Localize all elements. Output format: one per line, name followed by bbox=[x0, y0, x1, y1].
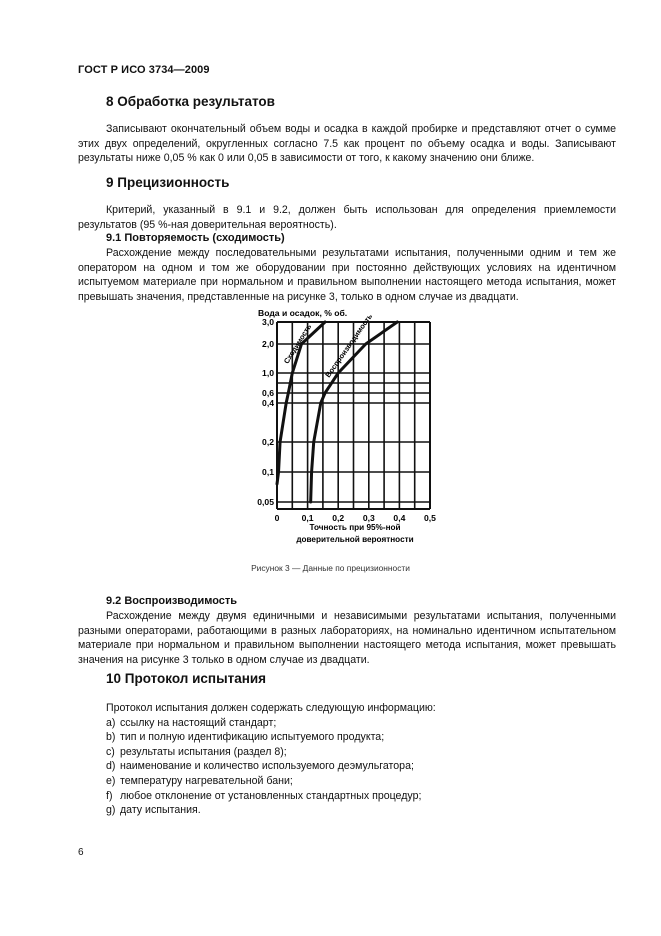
list-text: дату испытания. bbox=[120, 804, 201, 817]
chart-y-axis-label: Вода и осадок, % об. bbox=[258, 308, 348, 318]
section-9-2-text: Расхождение между двумя единичными и независимыми результатами испытания, полученными разными операторами, работающими в разных лабораториях, на номинально идентичном испытательном материале при нормальном и правильном выполнении настоящего метода испытания, может превышать значения на рисунке 3 только в одном случае из двадцати. bbox=[78, 610, 616, 666]
section-9-paragraph bbox=[78, 203, 616, 232]
precision-chart bbox=[240, 300, 450, 550]
section-9-1-paragraph bbox=[78, 246, 616, 304]
section-9-title: 9 Прецизионность bbox=[106, 175, 230, 190]
list-item-b bbox=[106, 730, 436, 745]
list-marker: f) bbox=[106, 789, 113, 802]
svg-text:0,6: 0,6 bbox=[262, 388, 274, 398]
list-marker: b) bbox=[106, 731, 116, 744]
svg-text:0: 0 bbox=[274, 513, 280, 523]
section-9-2-title: 9.2 Воспроизводимость bbox=[106, 595, 238, 607]
list-text: ссылку на настоящий стандарт; bbox=[120, 716, 277, 729]
section-8-title: 8 Обработка результатов bbox=[106, 94, 275, 109]
list-marker: a) bbox=[106, 716, 116, 729]
figure-caption: Рисунок 3 — Данные по прецизионности bbox=[251, 563, 410, 573]
list-text: температуру нагревательной бани; bbox=[120, 774, 293, 787]
section-10-title: 10 Протокол испытания bbox=[106, 671, 267, 686]
svg-text:0,1: 0,1 bbox=[301, 513, 314, 523]
svg-text:0,1: 0,1 bbox=[262, 467, 274, 477]
page-number: 6 bbox=[78, 847, 84, 858]
list-text: любое отклонение от установленных стандартных процедур; bbox=[120, 789, 422, 802]
svg-text:0,2: 0,2 bbox=[332, 513, 345, 523]
svg-text:0,4: 0,4 bbox=[393, 513, 406, 523]
list-item-c bbox=[106, 745, 436, 760]
list-item-g bbox=[106, 803, 436, 818]
chart-x-axis-label-line1: Точность при 95%-ной bbox=[309, 523, 401, 532]
svg-text:0,3: 0,3 bbox=[362, 513, 375, 523]
list-text: наименование и количество используемого деэмульгатора; bbox=[120, 760, 414, 773]
list-text: результаты испытания (раздел 8); bbox=[120, 745, 287, 758]
curve-label: Воспроизводимость bbox=[323, 311, 375, 380]
list-marker: e) bbox=[106, 774, 116, 787]
list-marker: c) bbox=[106, 745, 115, 758]
svg-text:0,05: 0,05 bbox=[257, 497, 274, 507]
chart-series bbox=[277, 312, 397, 502]
chart-canvas bbox=[240, 300, 450, 550]
chart-x-ticks bbox=[275, 513, 437, 523]
section-10-list bbox=[106, 701, 436, 818]
list-item-d bbox=[106, 759, 436, 774]
svg-text:2,0: 2,0 bbox=[262, 339, 274, 349]
list-item-f bbox=[106, 789, 436, 804]
svg-text:0,2: 0,2 bbox=[262, 437, 274, 447]
section-10-intro: Протокол испытания должен содержать следующую информацию: bbox=[106, 702, 436, 714]
list-item-e bbox=[106, 774, 436, 789]
svg-text:1,0: 1,0 bbox=[262, 368, 274, 378]
chart-y-ticks bbox=[257, 317, 274, 507]
curve-label: Сходимость bbox=[281, 322, 314, 366]
section-9-text: Критерий, указанный в 9.1 и 9.2, должен быть использован для определения приемлемости результатов (95 %-ная доверительная вероятность). bbox=[78, 204, 616, 231]
section-9-1-text: Расхождение между последовательными результатами испытания, полученными одним и тем же оператором на одном и том же оборудовании при постоянно действующих условиях на идентичном испытуемом материале при нормальном и правильном выполнении настоящего метода испытания, может превышать значения, представленные на рисунке 3, только в одном случае из двадцати. bbox=[78, 247, 616, 303]
svg-text:3,0: 3,0 bbox=[262, 317, 274, 327]
section-8-paragraph bbox=[78, 122, 616, 166]
document-header: ГОСТ Р ИСО 3734—2009 bbox=[78, 64, 210, 76]
svg-text:0,4: 0,4 bbox=[262, 398, 274, 408]
list-text: тип и полную идентификацию испытуемого продукта; bbox=[120, 731, 385, 744]
chart-x-axis-label-line2: доверительной вероятности bbox=[296, 535, 414, 544]
svg-text:0,5: 0,5 bbox=[424, 513, 436, 523]
section-9-1-title: 9.1 Повторяемость (сходимость) bbox=[106, 232, 285, 244]
list-marker: d) bbox=[106, 760, 116, 773]
list-marker: g) bbox=[106, 804, 116, 817]
section-8-text: Записывают окончательный объем воды и осадка в каждой пробирке и представляют отчет о сумме этих двух определений, округленных согласно 7.5 как процент по объему осадка и воды. Записывают результаты ниже 0,05 % как 0 или 0,05 в зависимости от того, к какому значению они ближе. bbox=[78, 123, 616, 165]
section-9-2-paragraph bbox=[78, 609, 616, 667]
list-item-a bbox=[106, 716, 436, 731]
